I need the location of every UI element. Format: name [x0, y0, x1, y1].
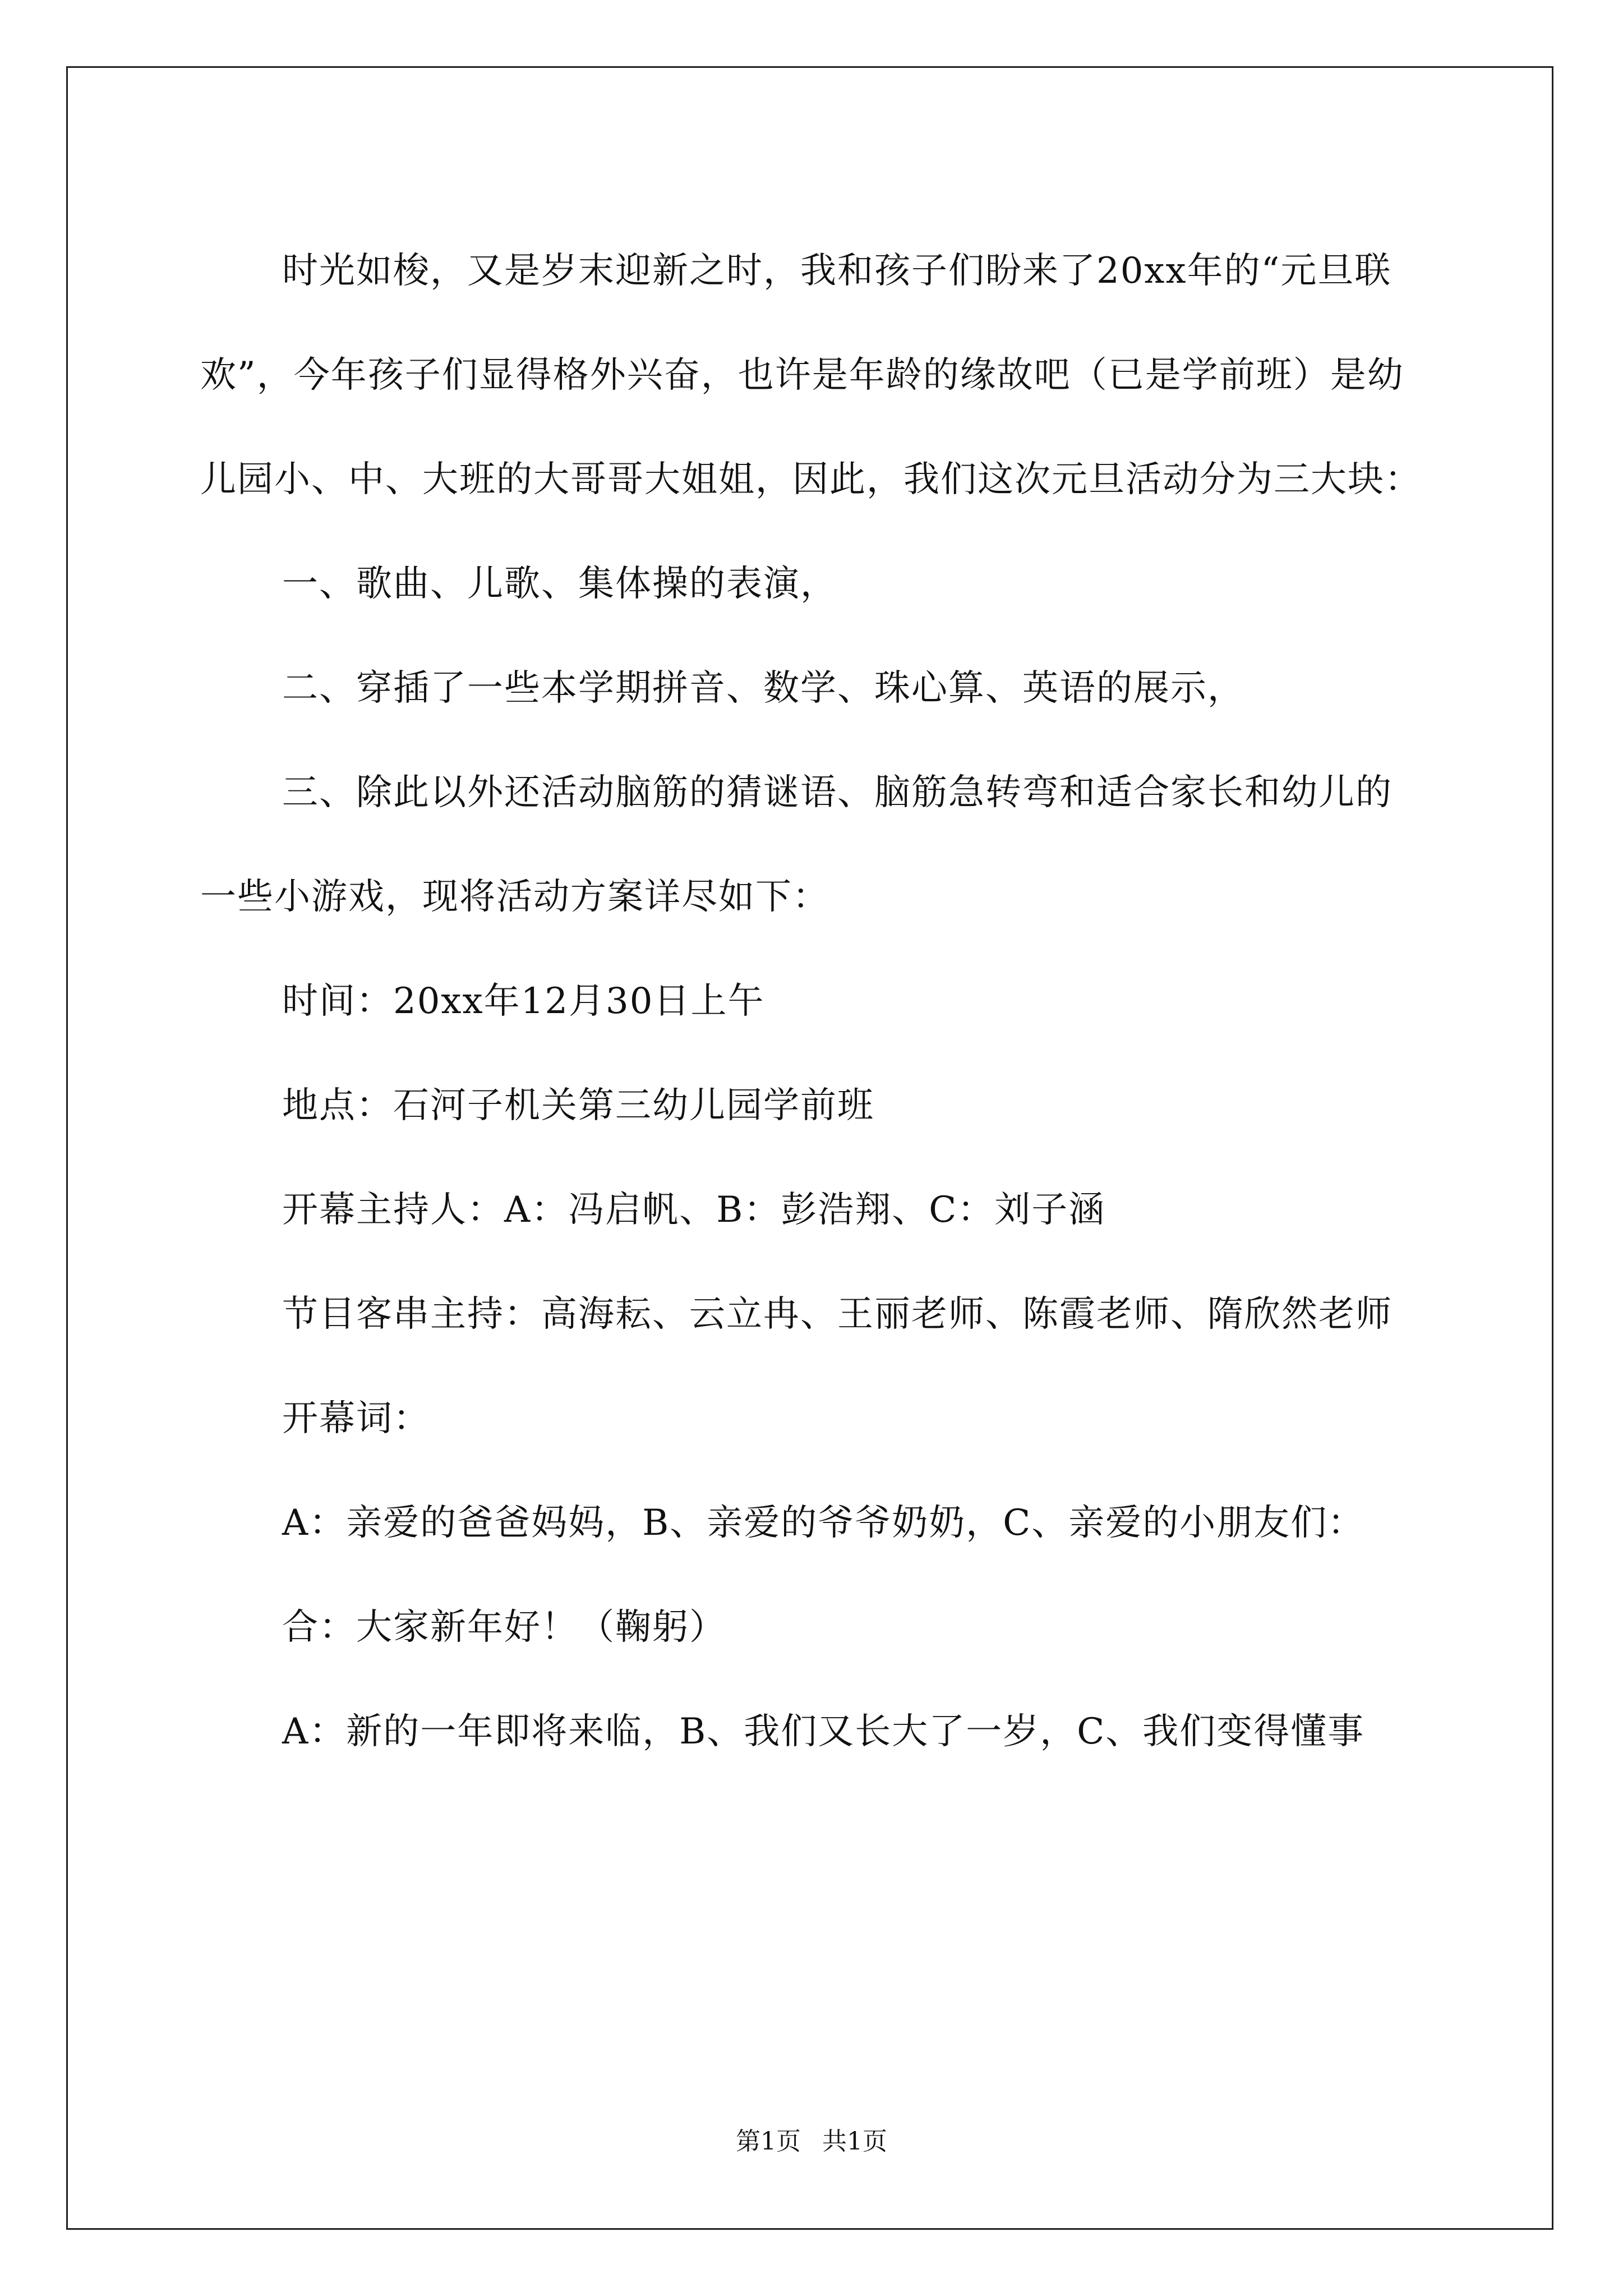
paragraph-location: 地点：石河子机关第三幼儿园学前班	[282, 1085, 874, 1126]
page-number-total: 共1页	[822, 2127, 887, 2156]
paragraph-new-year: A：新的一年即将来临，B、我们又长大了一岁，C、我们变得懂事	[282, 1711, 1365, 1752]
paragraph-part-two: 二、穿插了一些本学期拼音、数学、珠心算、英语的展示，	[282, 668, 1244, 709]
paragraph-chorus: 合：大家新年好！（鞠躬）	[282, 1607, 726, 1648]
page-footer	[0, 2125, 1623, 2159]
page-number-current: 第1页	[736, 2127, 801, 2156]
paragraph-hosts: 开幕主持人：A：冯启帆、B：彭浩翔、C：刘子涵	[282, 1189, 1106, 1231]
paragraph-greeting: A：亲爱的爸爸妈妈，B、亲爱的爷爷奶奶，C、亲爱的小朋友们：	[282, 1502, 1365, 1544]
paragraph-part-one: 一、歌曲、儿歌、集体操的表演，	[282, 563, 837, 605]
paragraph-time: 时间：20xx年12月30日上午	[282, 981, 765, 1022]
paragraph-guest-hosts: 节目客串主持：高海耘、云立冉、王丽老师、陈霞老师、隋欣然老师	[282, 1294, 1393, 1335]
paragraph-intro: 时光如梭，又是岁末迎新之时，我和孩子们盼来了20xx年的“元旦联欢”，今年孩子们显得格外兴奋，也许是年龄的缘故吧（已是学前班）是幼儿园小、中、大班的大哥哥大姐姐，因此，我们这次元旦活动分为三大块：	[200, 250, 1422, 500]
paragraph-opening-heading: 开幕词：	[282, 1398, 430, 1439]
paragraph-part-three: 三、除此以外还活动脑筋的猜谜语、脑筋急转弯和适合家长和幼儿的一些小游戏，现将活动方案详尽如下：	[200, 772, 1393, 918]
document-body	[200, 219, 1428, 1784]
